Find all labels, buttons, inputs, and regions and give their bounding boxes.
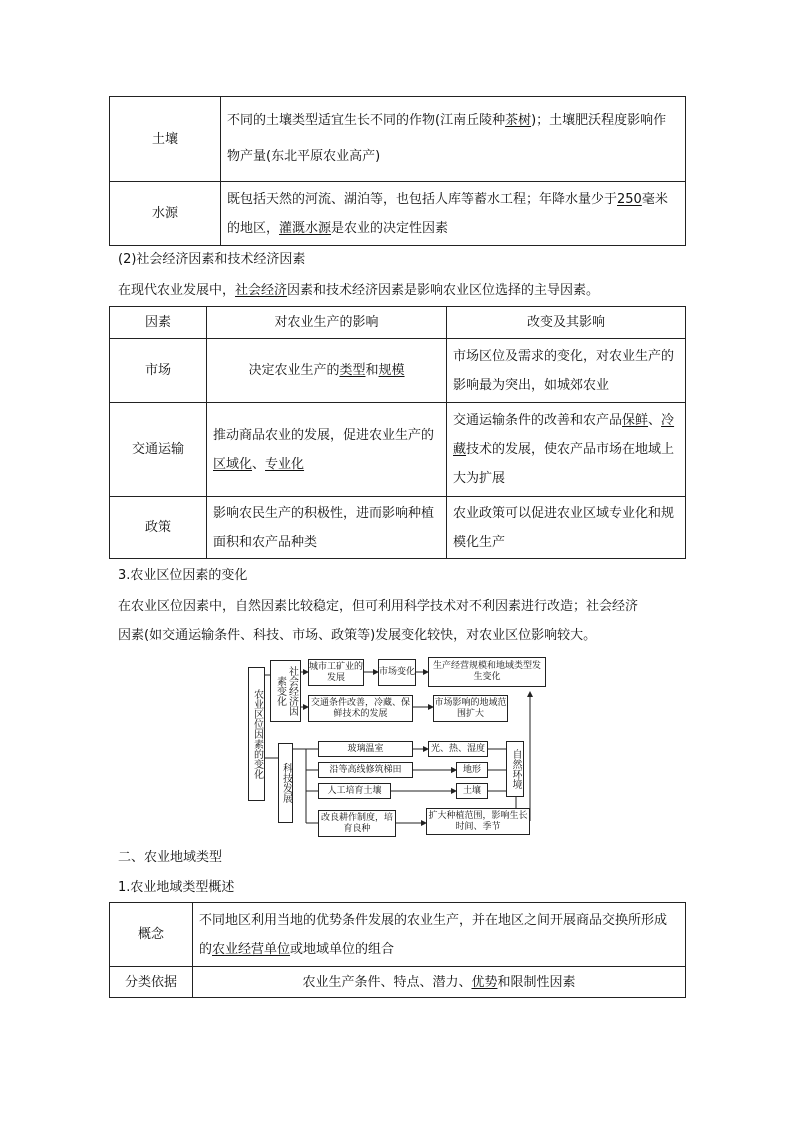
content-cell bbox=[193, 967, 686, 998]
table-row bbox=[110, 497, 686, 559]
tech-box bbox=[278, 743, 293, 823]
underlined-text: 250 bbox=[617, 191, 642, 207]
underlined-text: 区域化 bbox=[213, 456, 253, 472]
market-box: 市场变化 bbox=[378, 659, 416, 686]
terrace-box: 沿等高线修筑梯田 bbox=[318, 762, 413, 778]
text: 是农业的决定性因素 bbox=[331, 220, 449, 236]
column-header: 对农业生产的影响 bbox=[207, 307, 447, 339]
factor-label: 土壤 bbox=[151, 131, 178, 147]
expand-box: 扩大种植范围，影响生长时间、季节 bbox=[426, 808, 530, 835]
soil-box: 土壤 bbox=[456, 783, 488, 799]
label-cell: 分类依据 bbox=[110, 967, 193, 998]
transport-box: 交通条件改善，冷藏、保鲜技术的发展 bbox=[308, 695, 413, 722]
table-row bbox=[110, 903, 686, 967]
box-label: 自然环境 bbox=[510, 749, 521, 789]
underlined-text: 保鲜 bbox=[622, 413, 649, 428]
text: 在现代农业发展中， bbox=[118, 283, 236, 298]
label-cell: 概念 bbox=[110, 903, 193, 967]
text: 农业生产条件、特点、潜力、 bbox=[302, 974, 472, 990]
text: 和限制性因素 bbox=[497, 974, 576, 990]
table-row bbox=[110, 97, 686, 182]
text: 推动商品农业的发展，促进农业生产的 bbox=[213, 427, 435, 443]
nature-box bbox=[506, 741, 524, 797]
box-label: 社会经济因素变化 bbox=[274, 666, 298, 716]
socioeconomic-factors-table bbox=[109, 306, 686, 559]
text: 不同地区利用当地的优势条件发展的农业生产，并在地区之间开展商品交换所形成的 bbox=[199, 912, 668, 957]
light-heat-box: 光、热、湿度 bbox=[428, 741, 488, 757]
table-row bbox=[110, 182, 686, 246]
content-cell bbox=[221, 97, 686, 182]
change-cell: 市场区位及需求的变化，对农业生产的影响最为突出，如城郊农业 bbox=[447, 339, 686, 403]
text: 、 bbox=[252, 456, 266, 472]
text: 、 bbox=[648, 413, 662, 428]
content-cell bbox=[193, 903, 686, 967]
paragraph-line: 在农业区位因素中，自然因素比较稳定，但可利用科学技术对不利因素进行改造；社会经济 bbox=[118, 599, 639, 614]
impact-cell bbox=[207, 403, 447, 497]
content-cell bbox=[221, 182, 686, 246]
section-heading: 二、农业地域类型 bbox=[118, 850, 223, 865]
box-label: 农业区位因素的变化 bbox=[251, 689, 263, 779]
subsection-heading: 1.农业地域类型概述 bbox=[118, 880, 235, 895]
text: 技术的发展，使农产品市场在地域上大为扩展 bbox=[453, 442, 675, 486]
glass-greenhouse-box: 玻璃温室 bbox=[318, 741, 413, 757]
factor-cell: 政策 bbox=[110, 497, 207, 559]
text: 和 bbox=[365, 363, 379, 378]
social-change-box bbox=[270, 660, 301, 722]
factor-cell bbox=[110, 182, 221, 246]
factor-label: 水源 bbox=[151, 206, 178, 221]
text: 因素和技术经济因素是影响农业区位选择的主导因素。 bbox=[287, 283, 600, 298]
terrain-box: 地形 bbox=[456, 762, 488, 778]
column-header: 因素 bbox=[110, 307, 207, 339]
section-heading: 3.农业区位因素的变化 bbox=[118, 568, 248, 583]
underlined-text: 灌溉水源 bbox=[279, 220, 332, 236]
paragraph-line: 因素(如交通运输条件、科技、市场、政策等)发展变化较快，对农业区位影响较大。 bbox=[118, 628, 597, 643]
factor-change-diagram bbox=[248, 655, 548, 835]
main-factor-box bbox=[248, 667, 265, 801]
underlined-text: 社会经济 bbox=[235, 283, 288, 298]
market-range-box: 市场影响的地域范围扩大 bbox=[433, 695, 508, 722]
table-row bbox=[110, 403, 686, 497]
underlined-text: 茶树 bbox=[505, 113, 532, 128]
underlined-text: 类型 bbox=[339, 363, 366, 378]
factor-cell bbox=[110, 97, 221, 182]
text: )；土壤肥沃程度影响作物产量(东北平原农业高产) bbox=[227, 113, 667, 164]
table-row bbox=[110, 967, 686, 998]
table-row bbox=[110, 339, 686, 403]
text: 既包括天然的河流、湖泊等，也包括人库等蓄水工程；年降水量少于 bbox=[227, 191, 618, 207]
text: 毫米的地区， bbox=[227, 191, 668, 236]
underlined-text: 冷藏 bbox=[453, 413, 675, 457]
impact-cell: 影响农民生产的积极性，进而影响种植面积和农产品种类 bbox=[207, 497, 447, 559]
underlined-text: 规模 bbox=[378, 363, 405, 378]
factor-cell: 交通运输 bbox=[110, 403, 207, 497]
text: 不同的土壤类型适宜生长不同的作物(江南丘陵种 bbox=[227, 113, 506, 128]
box-label: 科技发展 bbox=[280, 763, 292, 803]
section-heading: (2)社会经济因素和技术经济因素 bbox=[118, 252, 306, 267]
city-box: 城市工矿业的发展 bbox=[308, 659, 364, 686]
text: 或地域单位的组合 bbox=[290, 941, 395, 957]
text: 决定农业生产的 bbox=[248, 363, 340, 378]
underlined-text: 农业经营单位 bbox=[212, 941, 291, 957]
soil-make-box: 人工培育土壤 bbox=[318, 783, 391, 799]
factor-cell: 市场 bbox=[110, 339, 207, 403]
scale-box: 生产经营规模和地域类型发生变化 bbox=[428, 657, 546, 687]
table-header-row bbox=[110, 307, 686, 339]
underlined-text: 优势 bbox=[471, 974, 498, 990]
column-header: 改变及其影响 bbox=[447, 307, 686, 339]
impact-cell bbox=[207, 339, 447, 403]
natural-factors-table bbox=[109, 96, 686, 246]
region-types-table bbox=[109, 902, 686, 998]
paragraph bbox=[118, 281, 599, 301]
text: 交通运输条件的改善和农产品 bbox=[453, 413, 623, 428]
underlined-text: 专业化 bbox=[265, 456, 305, 472]
change-cell bbox=[447, 403, 686, 497]
breeding-box: 改良耕作制度，培育良种 bbox=[318, 810, 396, 837]
change-cell: 农业政策可以促进农业区域专业化和规模化生产 bbox=[447, 497, 686, 559]
